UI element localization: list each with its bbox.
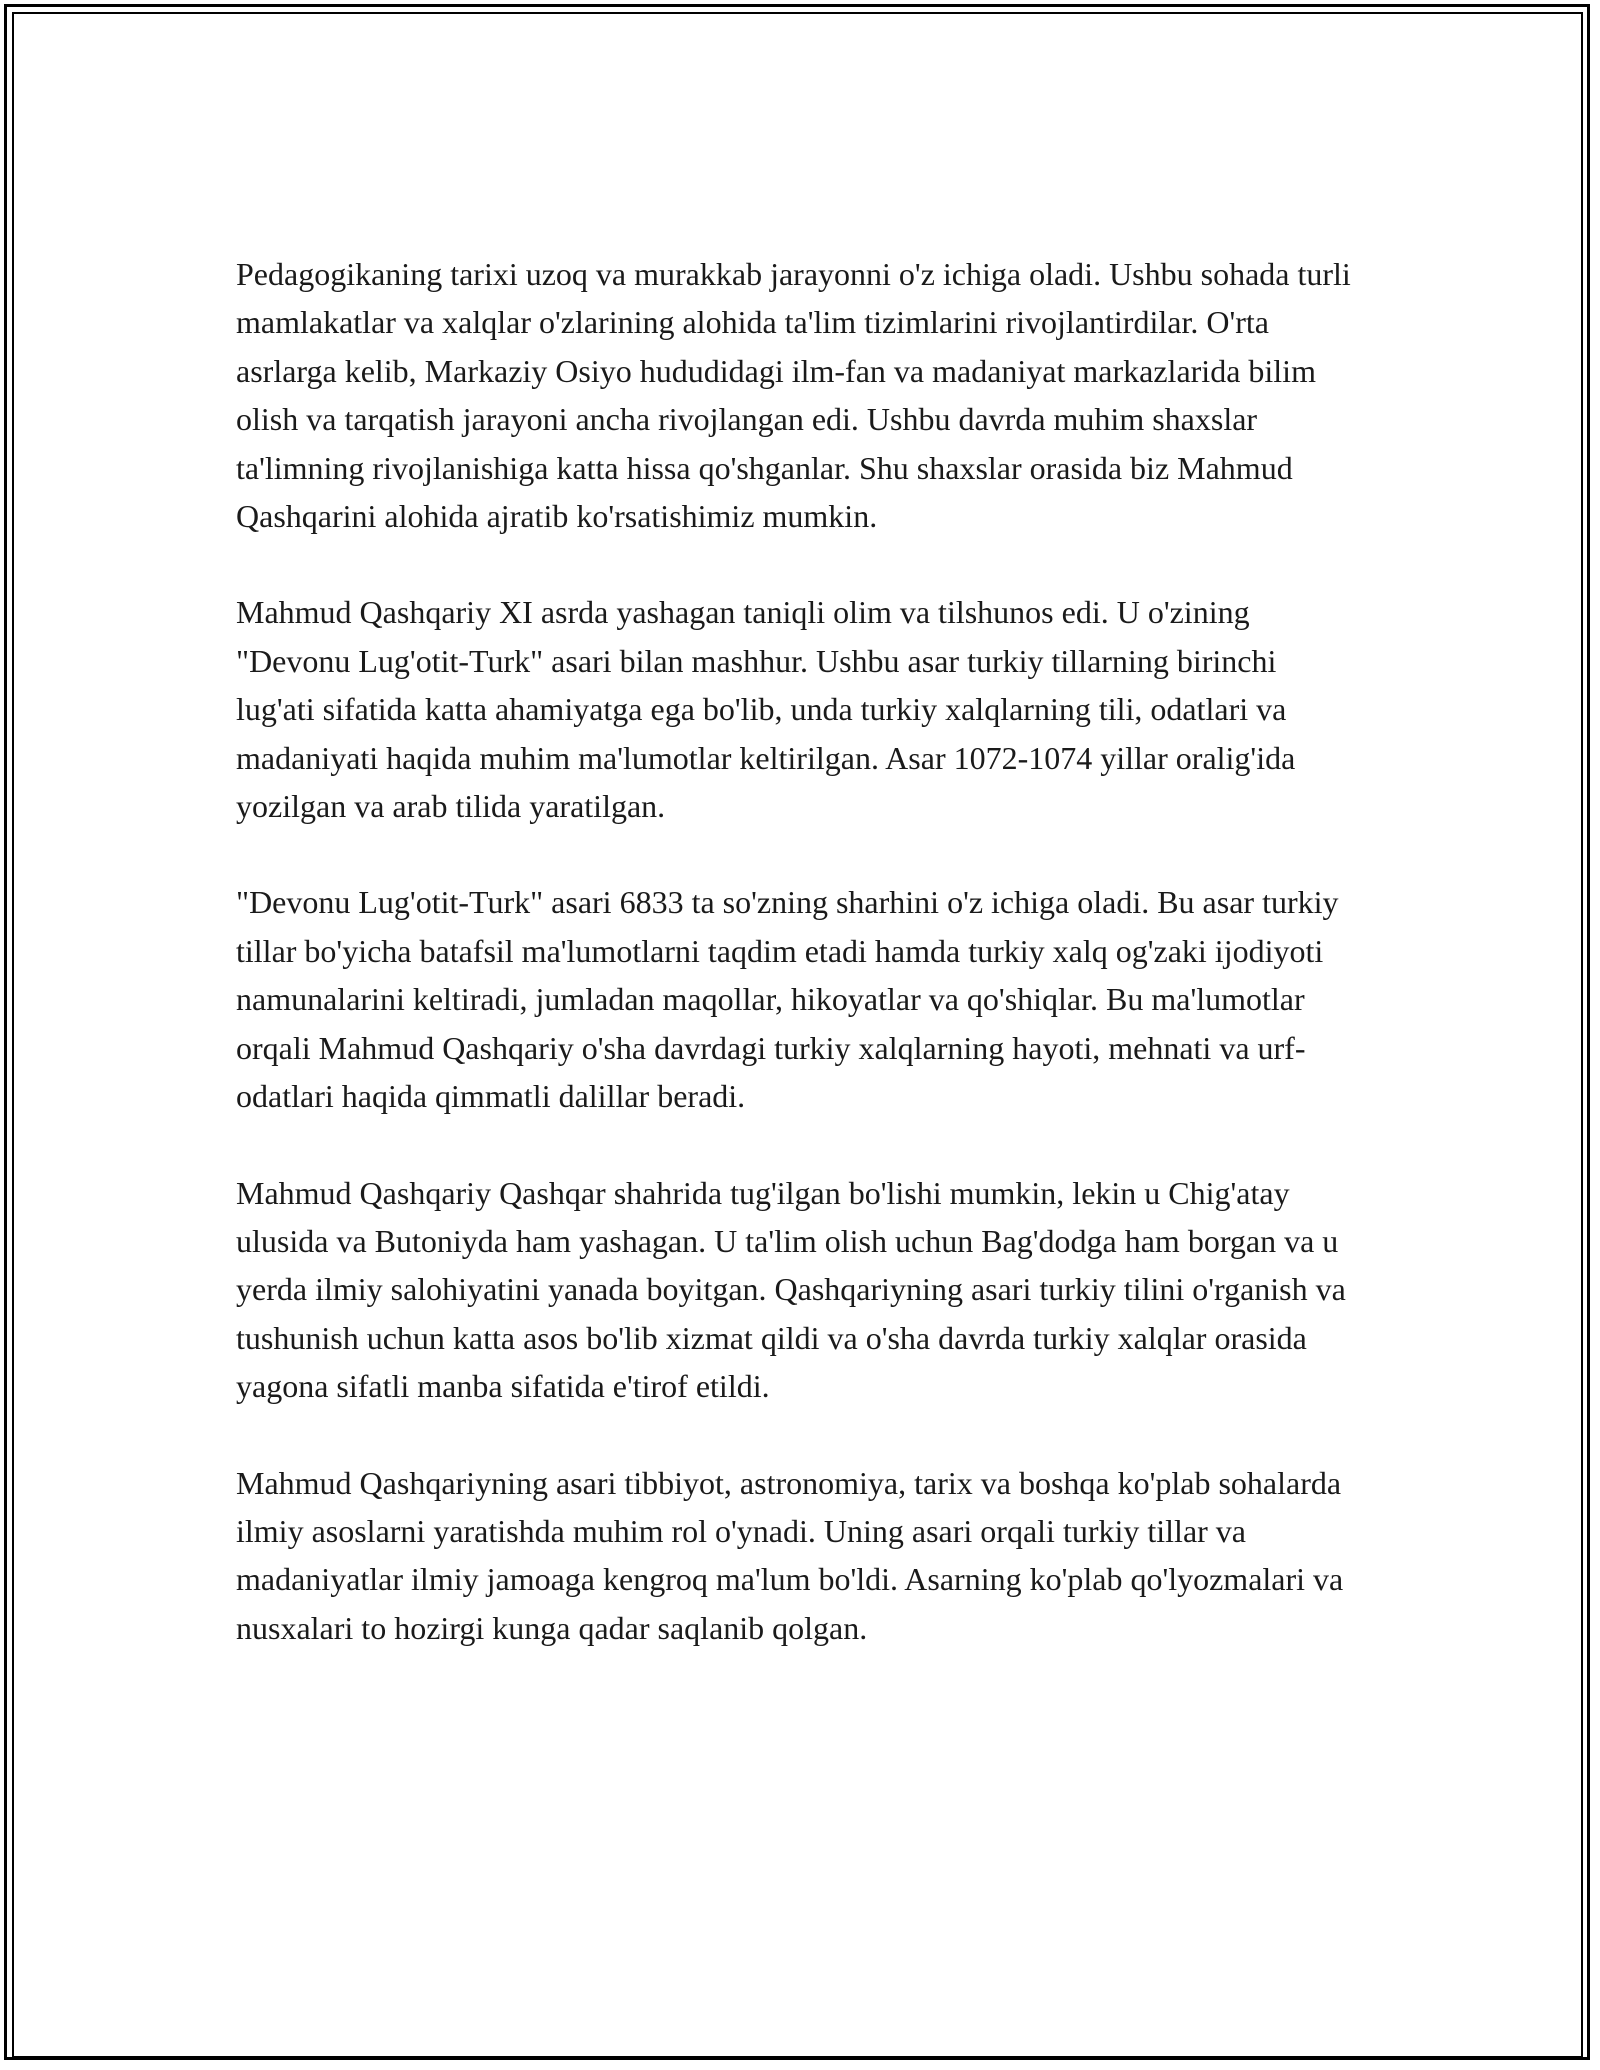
- paragraph-3: "Devonu Lug'otit-Turk" asari 6833 ta so'zning sharhini o'z ichiga oladi. Bu asar turkiy tillar bo'yicha batafsil ma'lumotlarni taqdim etadi hamda turkiy xalq og'zaki ijodiyoti namunalarini keltiradi, jumladan maqollar, hikoyatlar va qo'shiqlar. Bu ma'lumotlar orqali Mahmud Qashqariy o'sha davrdagi turkiy xalqlarning hayoti, mehnati va urf-odatlari haqida qimmatli dalillar beradi.: [236, 884, 1339, 1115]
- paragraph-5: Mahmud Qashqariyning asari tibbiyot, astronomiya, tarix va boshqa ko'plab sohalarda ilmiy asoslarni yaratishda muhim rol o'ynadi. Uning asari orqali turkiy tillar va madaniyatlar ilmiy jamoaga kengroq ma'lum bo'ldi. Asarning ko'plab qo'lyozmalari va nusxalari to hozirgi kunga qadar saqlanib qolgan.: [236, 1464, 1344, 1646]
- document-body: [236, 250, 1361, 1700]
- paragraph-4: Mahmud Qashqariy Qashqar shahrida tug'ilgan bo'lishi mumkin, lekin u Chig'atay ulusida va Butoniyda ham yashagan. U ta'lim olish uchun Bag'dodga ham borgan va u yerda ilmiy salohiyatini yanada boyitgan. Qashqariyning asari turkiy tilini o'rganish va tushunish uchun katta asos bo'lib xizmat qildi va o'sha davrda turkiy xalqlar orasida yagona sifatli manba sifatida e'tirof etildi.: [236, 1174, 1346, 1405]
- paragraph-1: Pedagogikaning tarixi uzoq va murakkab jarayonni o'z ichiga oladi. Ushbu sohada turli mamlakatlar va xalqlar o'zlarining alohida ta'lim tizimlarini rivojlantirdilar. O'rta asrlarga kelib, Markaziy Osiyo hududidagi ilm-fan va madaniyat markazlarida bilim olish va tarqatish jarayoni ancha rivojlangan edi. Ushbu davrda muhim shaxslar ta'limning rivojlanishiga katta hissa qo'shganlar. Shu shaxslar orasida biz Mahmud Qashqarini alohida ajratib ko'rsatishimiz mumkin.: [236, 256, 1351, 535]
- paragraph-2: Mahmud Qashqariy XI asrda yashagan taniqli olim va tilshunos edi. U o'zining "Devonu Lug'otit-Turk" asari bilan mashhur. Ushbu asar turkiy tillarning birinchi lug'ati sifatida katta ahamiyatga ega bo'lib, unda turkiy xalqlarning tili, odatlari va madaniyati haqida muhim ma'lumotlar keltirilgan. Asar 1072-1074 yillar oralig'ida yozilgan va arab tilida yaratilgan.: [236, 594, 1296, 825]
